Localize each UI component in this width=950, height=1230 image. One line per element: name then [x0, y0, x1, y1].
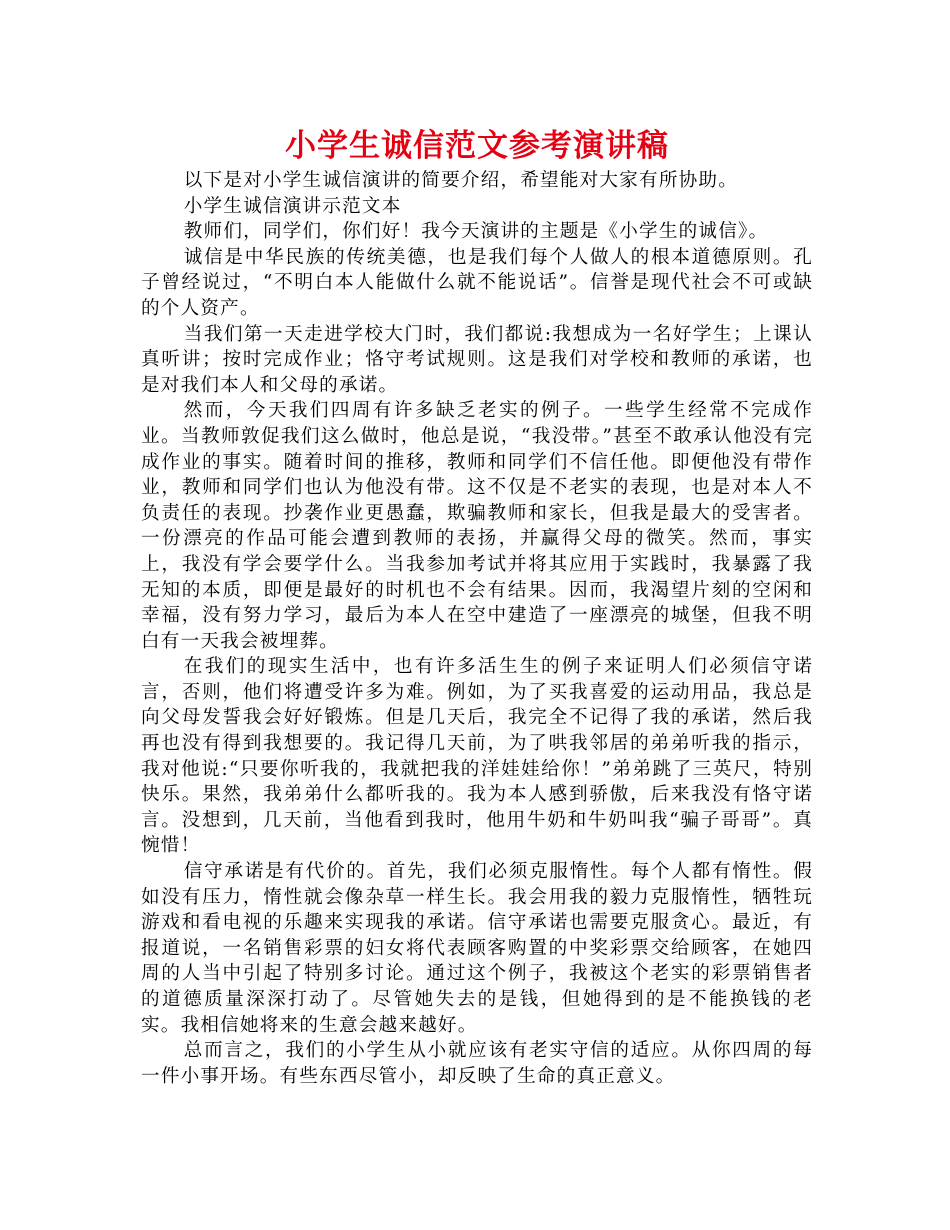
paragraph-real-life-examples: 在我们的现实生活中，也有许多活生生的例子来证明人们必须信守诺言，否则，他们将遭受许多为难。例如，为了买我喜爱的运动用品，我总是向父母发誓我会好好锻炼。但是几天后，我完全不记得了我的承诺，然后我再也没有得到我想要的。我记得几天前，为了哄我邻居的弟弟听我的指示，我对他说:“只要你听我的，我就把我的洋娃娃给你！”弟弟跳了三英尺，特别快乐。果然，我弟弟什么都听我的。我为本人感到骄傲，后来我没有恪守诺言。没想到，几天前，当他看到我时，他用牛奶和牛奶叫我“骗子哥哥”。真惋惜！: [141, 656, 813, 857]
paragraph-dishonesty-examples: 然而，今天我们四周有许多缺乏老实的例子。一些学生经常不完成作业。当教师敦促我们这么做时，他总是说，“我没带。”甚至不敢承认他没有完成作业的事实。随着时间的推移，教师和同学们不信任他。即便他没有带作业，教师和同学们也认为他没有带。这不仅是不老实的表现，也是对本人不负责任的表现。抄袭作业更愚蠢，欺骗教师和家长，但我是最大的受害者。一份漂亮的作品可能会遭到教师的表扬，并赢得父母的微笑。然而，事实上，我没有学会要学什么。当我参加考试并将其应用于实践时，我暴露了我无知的本质，即便是最好的时机也不会有结果。因而，我渴望片刻的空闲和幸福，没有努力学习，最后为本人在空中建造了一座漂亮的城堡，但我不明白有一天我会被埋葬。: [141, 400, 813, 652]
document-page: [141, 124, 813, 1089]
document-title: 小学生诚信范文参考演讲稿: [285, 128, 669, 164]
paragraph-cost-of-promise: 信守承诺是有代价的。首先，我们必须克服惰性。每个人都有惰性。假如没有压力，惰性就会像杂草一样生长。我会用我的毅力克服惰性，牺牲玩游戏和看电视的乐趣来实现我的承诺。信守承诺也需要克服贪心。最近，有报道说，一名销售彩票的妇女将代表顾客购置的中奖彩票交给顾客，在她四周的人当中引起了特别多讨论。通过这个例子，我被这个老实的彩票销售者的道德质量深深打动了。尽管她失去的是钱，但她得到的是不能换钱的老实。我相信她将来的生意会越来越好。: [141, 861, 813, 1036]
document-body: [141, 168, 813, 1089]
paragraph-school-promise: 当我们第一天走进学校大门时，我们都说:我想成为一名好学生；上课认真听讲；按时完成作业；恪守考试规则。这是我们对学校和教师的承诺，也是对我们本人和父母的承诺。: [141, 323, 813, 396]
paragraph-greeting: 教师们，同学们，你们好！我今天演讲的主题是《小学生的诚信》。: [183, 221, 769, 243]
paragraph-integrity-virtue: 诚信是中华民族的传统美德，也是我们每个人做人的根本道德原则。孔子曾经说过，“不明白本人能做什么就不能说话”。信誉是现代社会不可或缺的个人资产。: [141, 246, 813, 319]
paragraph-intro: 以下是对小学生诚信演讲的简要介绍，希望能对大家有所协助。: [183, 170, 738, 191]
paragraph-subtitle: 小学生诚信演讲示范文本: [183, 195, 402, 217]
paragraph-conclusion: 总而言之，我们的小学生从小就应该有老实守信的适应。从你四周的每一件小事开场。有些东西尽管小，却反映了生命的真正意义。: [141, 1040, 813, 1087]
